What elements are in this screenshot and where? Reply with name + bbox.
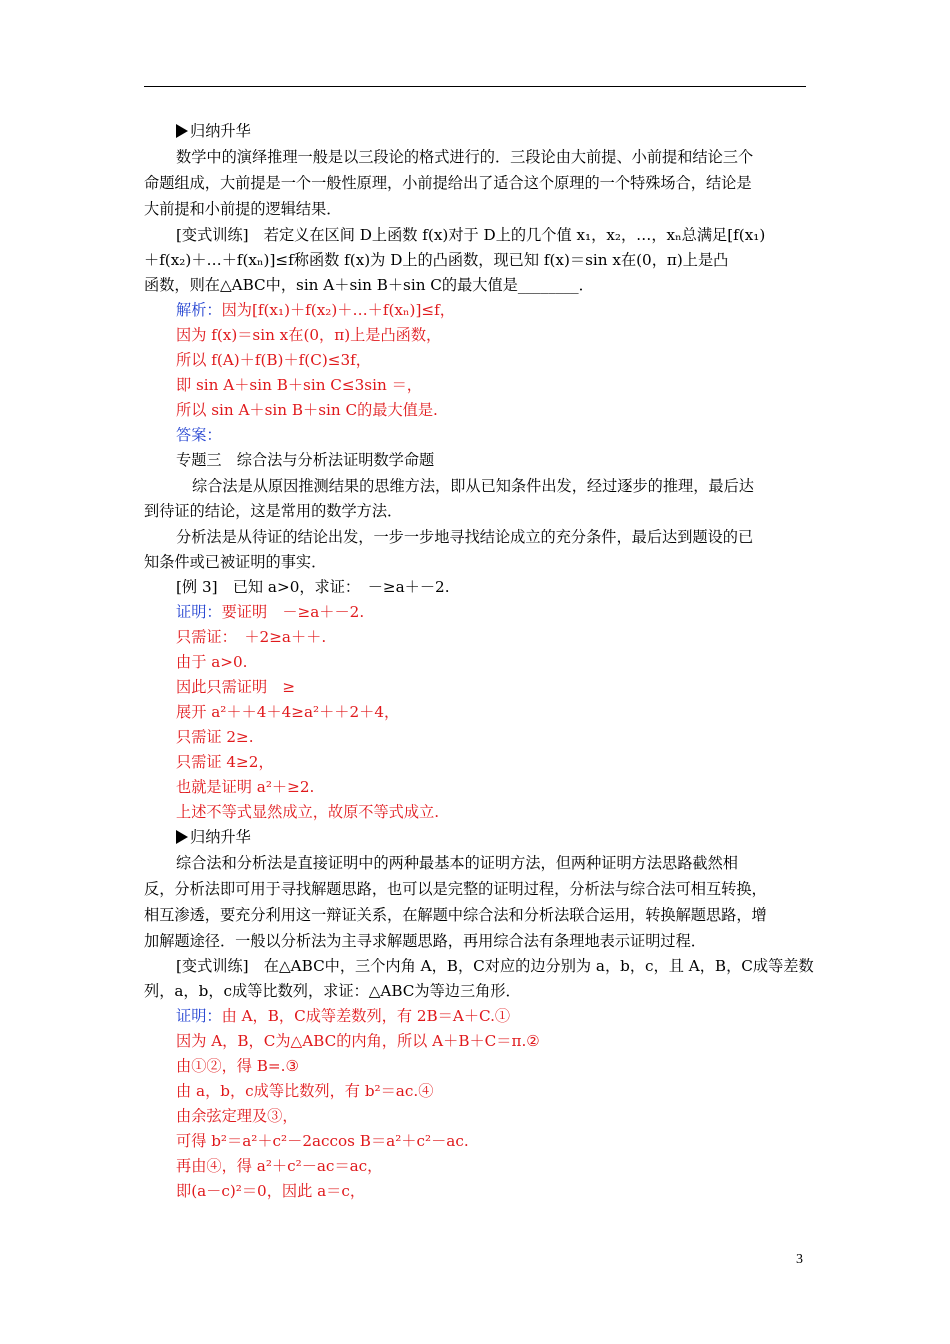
text-line — [176, 1106, 298, 1126]
text-line — [176, 777, 314, 797]
text-run: 展开 a²＋＋4＋4≥a²＋＋2＋4， — [176, 703, 400, 721]
text-run: 由①②，得 B=.③ — [176, 1057, 300, 1075]
text-line — [176, 577, 450, 597]
text-line — [176, 450, 434, 470]
text-line — [144, 879, 767, 899]
text-line — [176, 325, 441, 345]
text-line — [176, 627, 326, 647]
text-run: 因为 f(x)＝sin x在(0，π)上是凸函数， — [176, 326, 442, 344]
text-run: [变式训练] 若定义在区间 D上函数 f(x)对于 D上的几个值 x₁，x₂，…，xₙ总满足[f(x₁) — [176, 226, 766, 244]
text-run: 再由④，得 a²＋c²－ac＝ac， — [176, 1157, 383, 1175]
text-run: 因为[f(x₁)＋f(x₂)＋…＋f(xₙ)]≤f， — [221, 301, 455, 319]
text-run: 大前提和小前提的逻辑结果． — [144, 200, 342, 218]
page-number: 3 — [796, 1252, 803, 1267]
text-run: 相互渗透，要充分利用这一辩证关系，在解题中综合法和分析法联合运用，转换解题思路，增 — [144, 906, 767, 924]
text-line — [144, 275, 594, 295]
text-run: 由 A，B，C成等差数列，有 2B＝A＋C.① — [221, 1007, 511, 1025]
text-run: 由余弦定理及③， — [176, 1107, 298, 1125]
section-label: 答案： — [176, 426, 222, 444]
text-line — [176, 425, 222, 445]
section-label: 证明： — [176, 1007, 222, 1025]
text-run: ＋f(x₂)＋…＋f(xₙ)]≤f称函数 f(x)为 D上的凸函数，现已知 f(x)＝sin x在(0，π)上是凸 — [144, 251, 729, 269]
text-run: 到待证的结论，这是常用的数学方法． — [144, 502, 403, 520]
text-run: 专题三 综合法与分析法证明数学命题 — [176, 451, 435, 469]
text-line — [176, 727, 254, 747]
text-line — [176, 1181, 365, 1201]
text-run: 数学中的演绎推理一般是以三段论的格式进行的．三段论由大前提、小前提和结论三个 — [176, 148, 754, 166]
text-line — [144, 501, 402, 521]
text-run: [变式训练] 在△ABC中，三个内角 A，B，C对应的边分别为 a，b，c，且 A，B，C成等差数 — [176, 957, 814, 975]
text-line — [176, 677, 295, 697]
text-run: 命题组成，大前提是一个一般性原理，小前提给出了适合这个原理的一个特殊场合，结论是 — [144, 174, 752, 192]
text-run: 只需证： ＋2≥a＋＋. — [176, 628, 327, 646]
text-line — [176, 375, 422, 395]
text-run: [例 3] 已知 a>0，求证： －≥a＋－2. — [176, 578, 450, 596]
text-line — [176, 1006, 510, 1026]
text-run: 因此只需证明 ≥ — [176, 678, 296, 696]
text-run: 综合法和分析法是直接证明中的两种最基本的证明方法，但两种证明方法思路截然相 — [176, 854, 738, 872]
text-run: 也就是证明 a²＋≥2. — [176, 778, 315, 796]
text-line — [144, 981, 521, 1001]
text-line — [176, 1031, 540, 1051]
text-line — [176, 121, 251, 141]
text-line — [144, 250, 728, 270]
text-line — [144, 199, 341, 219]
text-run: 归纳升华 — [190, 122, 251, 140]
text-line — [192, 476, 754, 496]
text-line — [176, 1131, 469, 1151]
text-line — [176, 802, 439, 822]
triangle-bullet-icon — [176, 124, 188, 138]
text-line — [176, 956, 814, 976]
text-run: 由 a，b，c成等比数列，有 b²＝ac.④ — [176, 1082, 434, 1100]
text-line — [176, 147, 753, 167]
text-line — [176, 1056, 299, 1076]
header-rule — [144, 86, 806, 87]
text-line — [176, 225, 765, 245]
text-line — [144, 905, 767, 925]
text-line — [144, 931, 706, 951]
text-run: 即(a－c)²＝0，因此 a＝c， — [176, 1182, 366, 1200]
text-run: 只需证 2≥. — [176, 728, 254, 746]
text-run: 要证明 －≥a＋－2. — [221, 603, 365, 621]
text-run: 反，分析法即可用于寻找解题思路，也可以是完整的证明过程，分析法与综合法可相互转换， — [144, 880, 767, 898]
text-line — [144, 552, 326, 572]
text-run: 只需证 4≥2， — [176, 753, 274, 771]
text-run: 因为 A，B，C为△ABC的内角，所以 A＋B＋C＝π.② — [176, 1032, 540, 1050]
text-line — [176, 527, 753, 547]
text-run: 函数，则在△ABC中，sin A＋sin B＋sin C的最大值是________． — [144, 276, 594, 294]
text-run: 分析法是从待证的结论出发，一步一步地寻找结论成立的充分条件，最后达到题设的已 — [176, 528, 754, 546]
text-line — [176, 1081, 433, 1101]
text-line — [176, 602, 364, 622]
text-run: 加解题途径．一般以分析法为主寻求解题思路，再用综合法有条理地表示证明过程． — [144, 932, 706, 950]
text-run: 即 sin A＋sin B＋sin C≤3sin ＝， — [176, 376, 422, 394]
text-run: 列，a，b，c成等比数列，求证：△ABC为等边三角形． — [144, 982, 521, 1000]
triangle-bullet-icon — [176, 830, 188, 844]
text-run: 所以 sin A＋sin B＋sin C的最大值是. — [176, 401, 438, 419]
text-line — [176, 652, 247, 672]
text-run: 归纳升华 — [190, 828, 251, 846]
text-line — [176, 853, 738, 873]
text-line — [176, 400, 438, 420]
text-run: 上述不等式显然成立，故原不等式成立. — [176, 803, 440, 821]
text-run: 所以 f(A)＋f(B)＋f(C)≤3f， — [176, 351, 371, 369]
text-line — [176, 752, 274, 772]
text-run: 知条件或已被证明的事实． — [144, 553, 327, 571]
text-line — [176, 702, 399, 722]
text-line — [176, 350, 371, 370]
section-label: 证明： — [176, 603, 222, 621]
text-line — [176, 1156, 382, 1176]
text-run: 可得 b²＝a²＋c²－2accos B＝a²＋c²－ac. — [176, 1132, 469, 1150]
text-run: 由于 a>0. — [176, 653, 248, 671]
text-line — [176, 300, 455, 320]
section-label: 解析： — [176, 301, 222, 319]
text-run: 综合法是从原因推测结果的思维方法，即从已知条件出发，经过逐步的推理，最后达 — [192, 477, 754, 495]
text-line — [176, 827, 251, 847]
text-line — [144, 173, 752, 193]
